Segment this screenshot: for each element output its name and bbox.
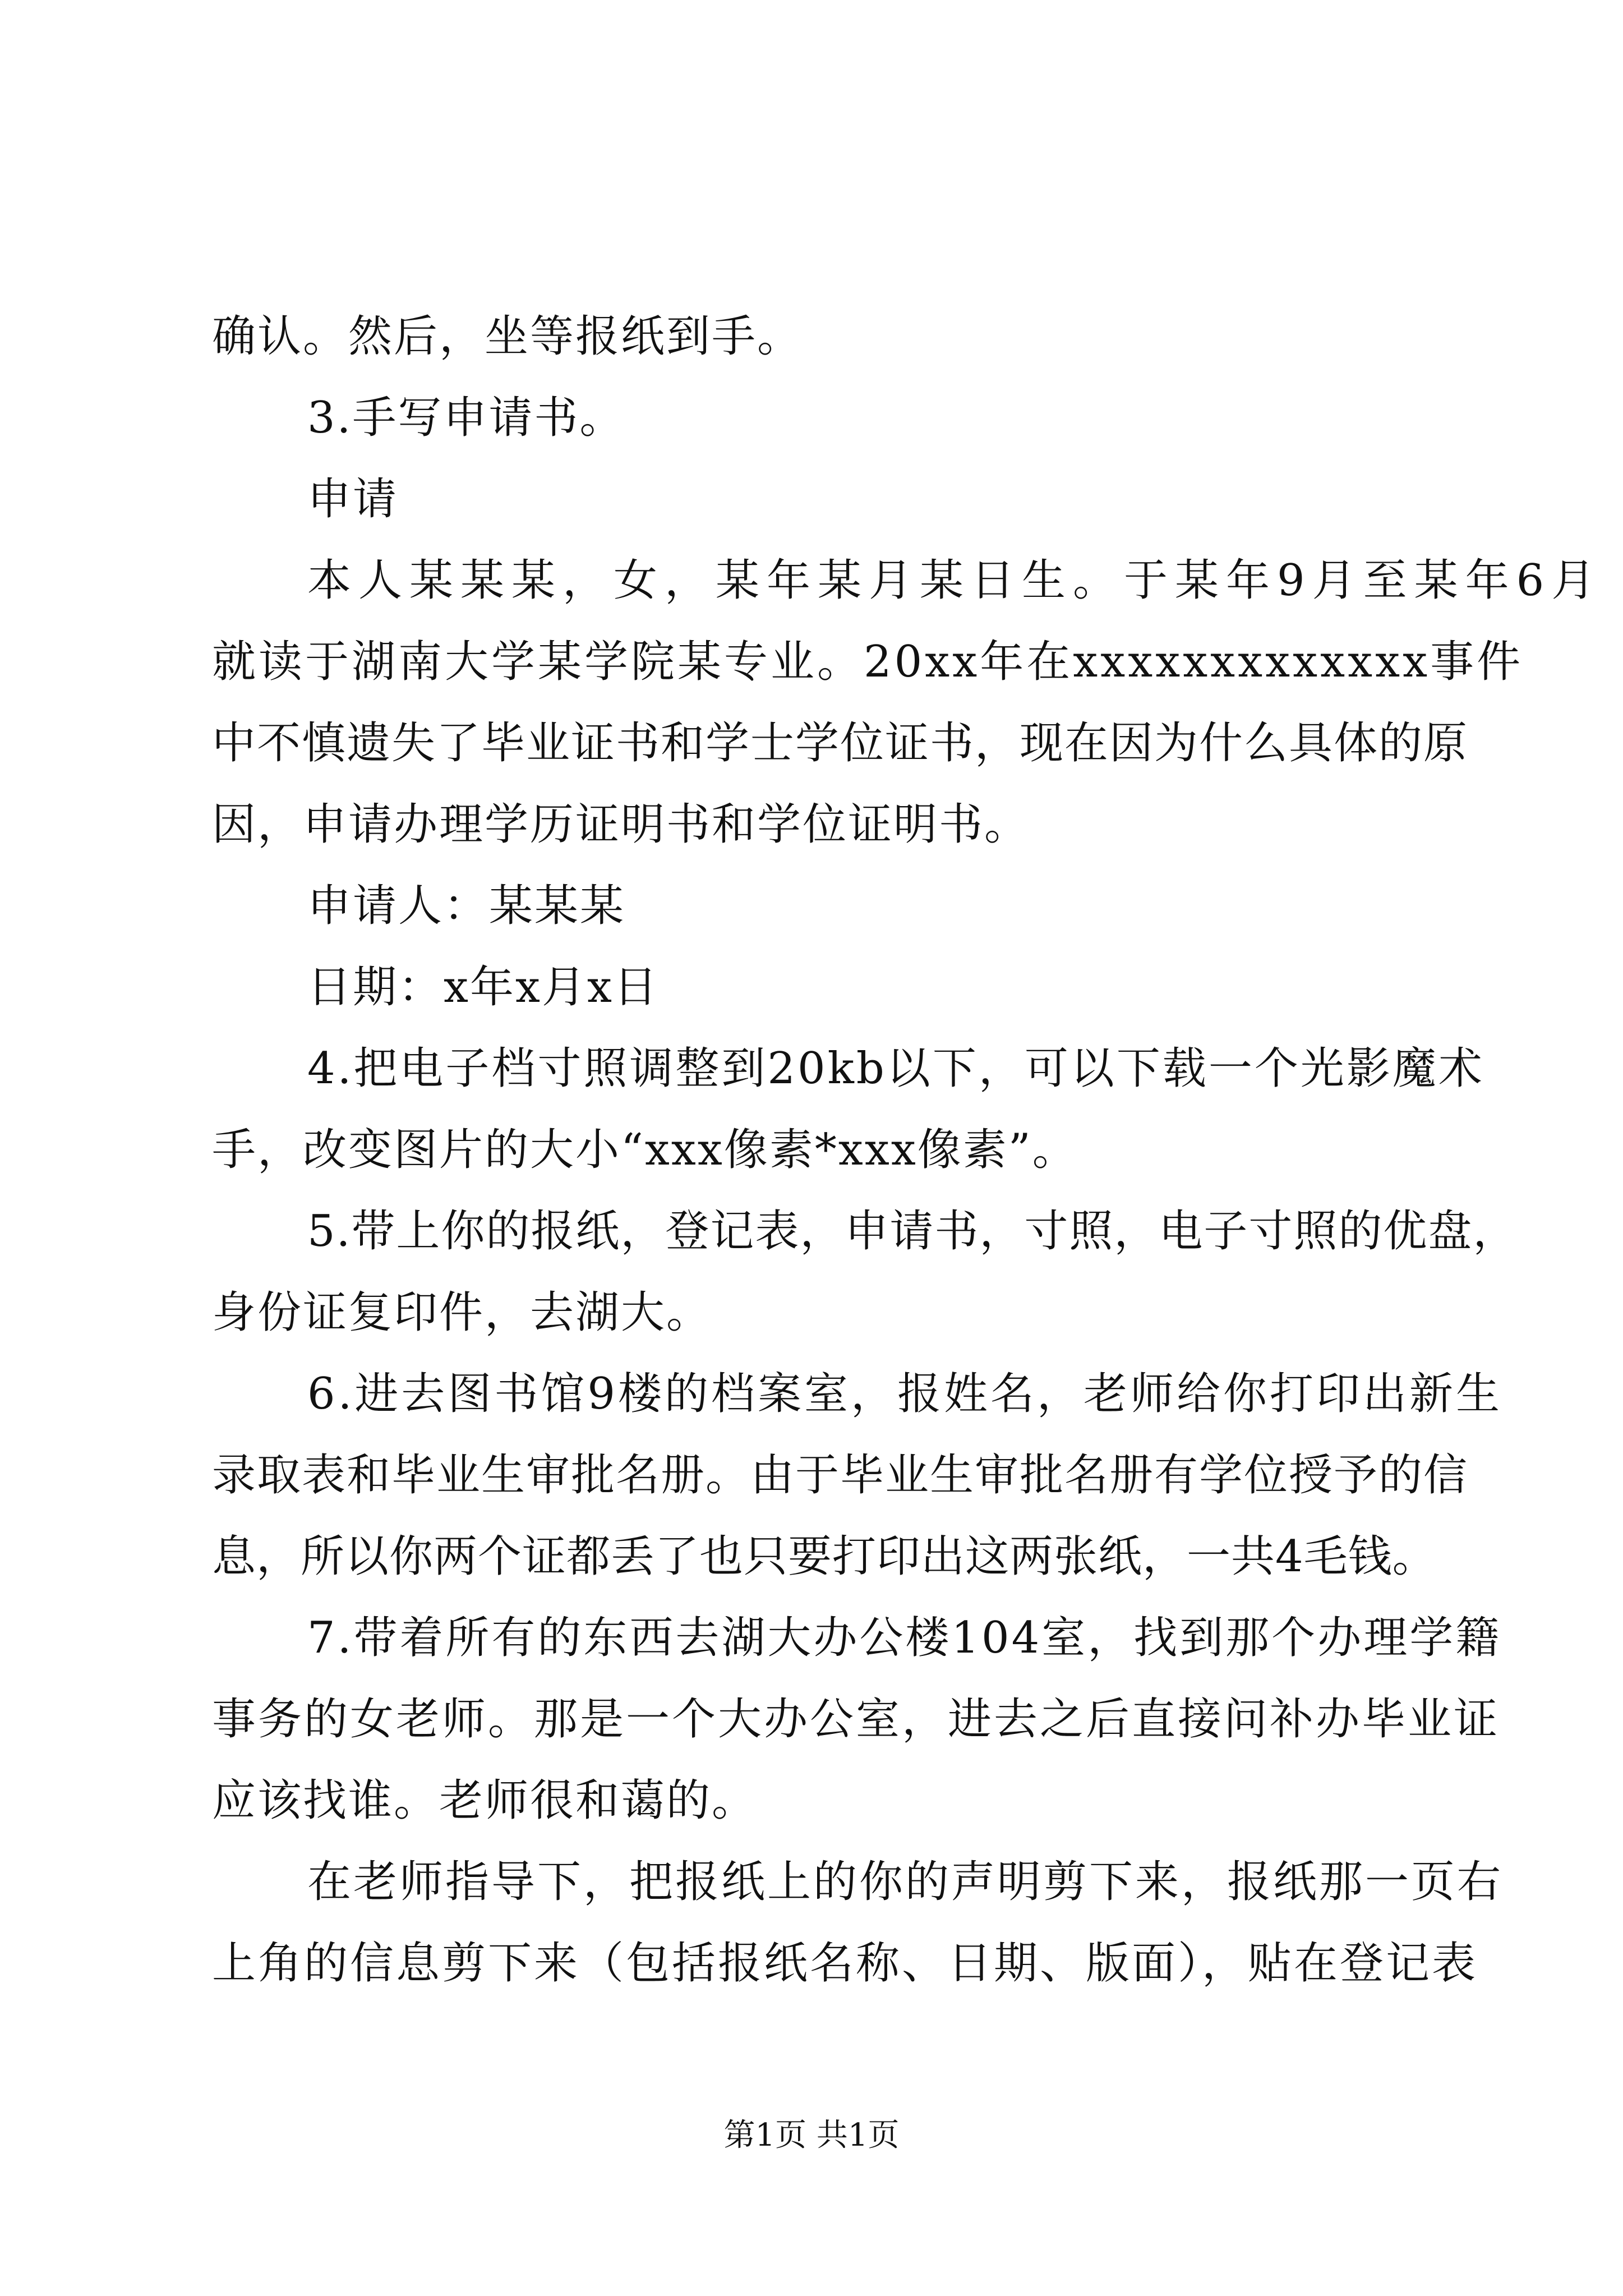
text-line: 息，所以你两个证都丢了也只要打印出这两张纸，一共4毛钱。 bbox=[212, 1531, 1437, 1582]
text-line: 应该找谁。老师很和蔼的。 bbox=[212, 1775, 758, 1826]
text-line: 因，申请办理学历证明书和学位证明书。 bbox=[212, 799, 1030, 850]
text-line: 事务的女老师。那是一个大办公室，进去之后直接问补办毕业证 bbox=[212, 1694, 1500, 1745]
text-line: 5.带上你的报纸，登记表，申请书，寸照，电子寸照的优盘， bbox=[307, 1206, 1518, 1257]
date-line: 日期：x年x月x日 bbox=[307, 962, 659, 1013]
text-line: 本人某某某，女，某年某月某日生。于某年9月至某年6月 bbox=[307, 555, 1603, 606]
text-line: 7.带着所有的东西去湖大办公楼104室，找到那个办理学籍 bbox=[307, 1613, 1502, 1663]
text-line: 手，改变图片的大小“xxx像素*xxx像素”。 bbox=[212, 1125, 1078, 1175]
text-line: 身份证复印件，去湖大。 bbox=[212, 1287, 712, 1338]
text-line: 在老师指导下，把报纸上的你的声明剪下来，报纸那一页右 bbox=[307, 1857, 1504, 1907]
page-number-footer: 第1页 共1页 bbox=[723, 2117, 900, 2154]
text-line: 6.进去图书馆9楼的档案室，报姓名，老师给你打印出新生 bbox=[307, 1369, 1503, 1419]
list-item-heading: 3.手写申请书。 bbox=[307, 393, 625, 443]
text-line: 就读于湖南大学某学院某专业。20xx年在xxxxxxxxxxxxx事件 bbox=[212, 637, 1524, 687]
text-line: 录取表和毕业生审批名册。由于毕业生审批名册有学位授予的信 bbox=[212, 1450, 1469, 1501]
text-line: 中不慎遗失了毕业证书和学士学位证书，现在因为什么具体的原 bbox=[212, 718, 1469, 769]
text-line: 4.把电子档寸照调整到20kb以下，可以下载一个光影魔术 bbox=[307, 1043, 1484, 1094]
letter-title: 申请 bbox=[307, 474, 399, 524]
text-line: 上角的信息剪下来（包括报纸名称、日期、版面），贴在登记表 bbox=[212, 1938, 1478, 1989]
text-line: 确认。然后，坐等报纸到手。 bbox=[212, 311, 803, 362]
applicant-line: 申请人：某某某 bbox=[307, 881, 626, 931]
